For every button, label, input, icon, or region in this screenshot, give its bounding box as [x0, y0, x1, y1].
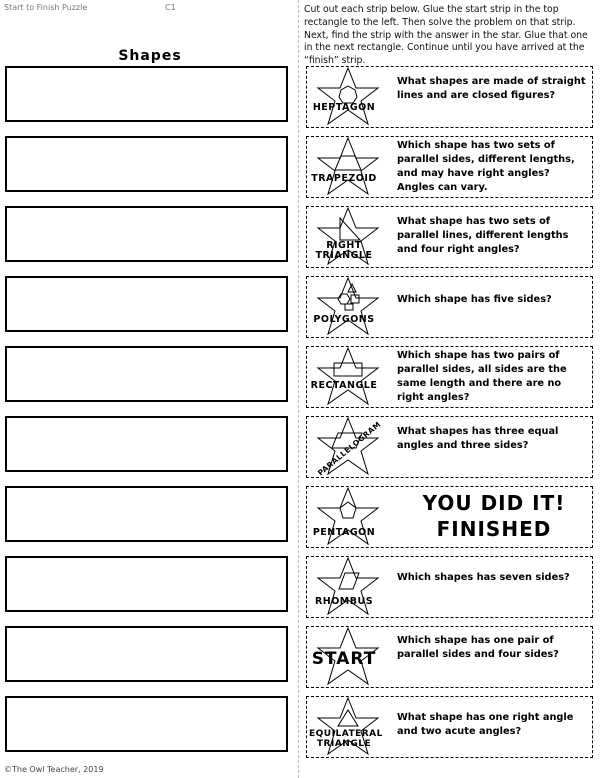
strip-label: POLYGONS: [313, 314, 375, 325]
footer-copyright: ©The Owl Teacher, 2019: [4, 765, 104, 774]
strip-parallelogram: [306, 416, 593, 478]
strip-start: [306, 626, 593, 688]
finished-text: [399, 490, 589, 542]
strip-label: TRAPEZOID: [311, 173, 377, 184]
page-title: Shapes: [118, 48, 182, 64]
strip-label: EQUILATERAL TRIANGLE: [309, 729, 383, 749]
glue-rectangle-10: [5, 696, 288, 752]
star-pentagon-icon: [308, 486, 388, 548]
strip-question: What shapes has three equal angles and three sides?: [397, 426, 559, 451]
strip-question: What shape has two sets of parallel lines, different lengths and four right angles?: [397, 216, 569, 255]
strip-polygons: [306, 276, 593, 338]
strip-question: Which shape has two pairs of parallel sides, all sides are the same length and there are no right angles?: [397, 350, 567, 403]
header-left: Start to Finish Puzzle: [4, 3, 88, 12]
strip-label: START: [311, 649, 377, 669]
glue-rectangle-4: [5, 276, 288, 332]
strip-rectangle: [306, 346, 593, 408]
finished-line-1: YOU DID IT!: [422, 491, 566, 515]
glue-rectangle-3: [5, 206, 288, 262]
strip-question: Which shape has two sets of parallel sides, different lengths, and may have right angles? Angles can vary.: [397, 140, 575, 193]
strip-rhombus: [306, 556, 593, 618]
cut-line: [298, 0, 299, 778]
strip-question: Which shape has one pair of parallel sides and four sides?: [397, 635, 559, 660]
strip-right-triangle: [306, 206, 593, 268]
strip-pentagon-finish: [306, 486, 593, 548]
strip-label: PARALLELOGRAM: [315, 419, 383, 478]
glue-rectangle-2: [5, 136, 288, 192]
strip-question: What shapes are made of straight lines and are closed figures?: [397, 76, 586, 101]
star-polygons-icon: [308, 276, 388, 338]
finished-line-2: FINISHED: [436, 517, 552, 541]
strip-label: RIGHT TRIANGLE: [315, 240, 373, 261]
strip-label: RECTANGLE: [310, 380, 378, 391]
glue-rectangle-5: [5, 346, 288, 402]
glue-rectangle-1: [5, 66, 288, 122]
star-rhombus-icon: [308, 556, 388, 618]
strip-question: Which shape has five sides?: [397, 294, 552, 305]
glue-rectangle-9: [5, 626, 288, 682]
strip-equilateral-triangle: [306, 696, 593, 758]
strip-heptagon: [306, 66, 593, 128]
strip-trapezoid: [306, 136, 593, 198]
instructions: Cut out each strip below. Glue the start strip in the top rectangle to the left. Then solve the problem on that strip. Next, find the strip with the answer in the star. Glue that one in the next rectangle. Continue until you have arrived at the “finish” strip.: [304, 4, 588, 67]
strip-label: RHOMBUS: [314, 596, 374, 607]
glue-rectangle-8: [5, 556, 288, 612]
strip-label: PENTAGON: [312, 527, 376, 538]
header-code: C1: [165, 3, 176, 12]
glue-rectangle-6: [5, 416, 288, 472]
strip-label: HEPTAGON: [312, 102, 376, 113]
star-rectangle-icon: [308, 346, 388, 408]
star-trapezoid-icon: [308, 136, 388, 198]
strip-question: What shape has one right angle and two acute angles?: [397, 712, 574, 737]
strip-question: Which shapes has seven sides?: [397, 572, 570, 583]
star-heptagon-icon: [308, 66, 388, 128]
glue-rectangle-7: [5, 486, 288, 542]
